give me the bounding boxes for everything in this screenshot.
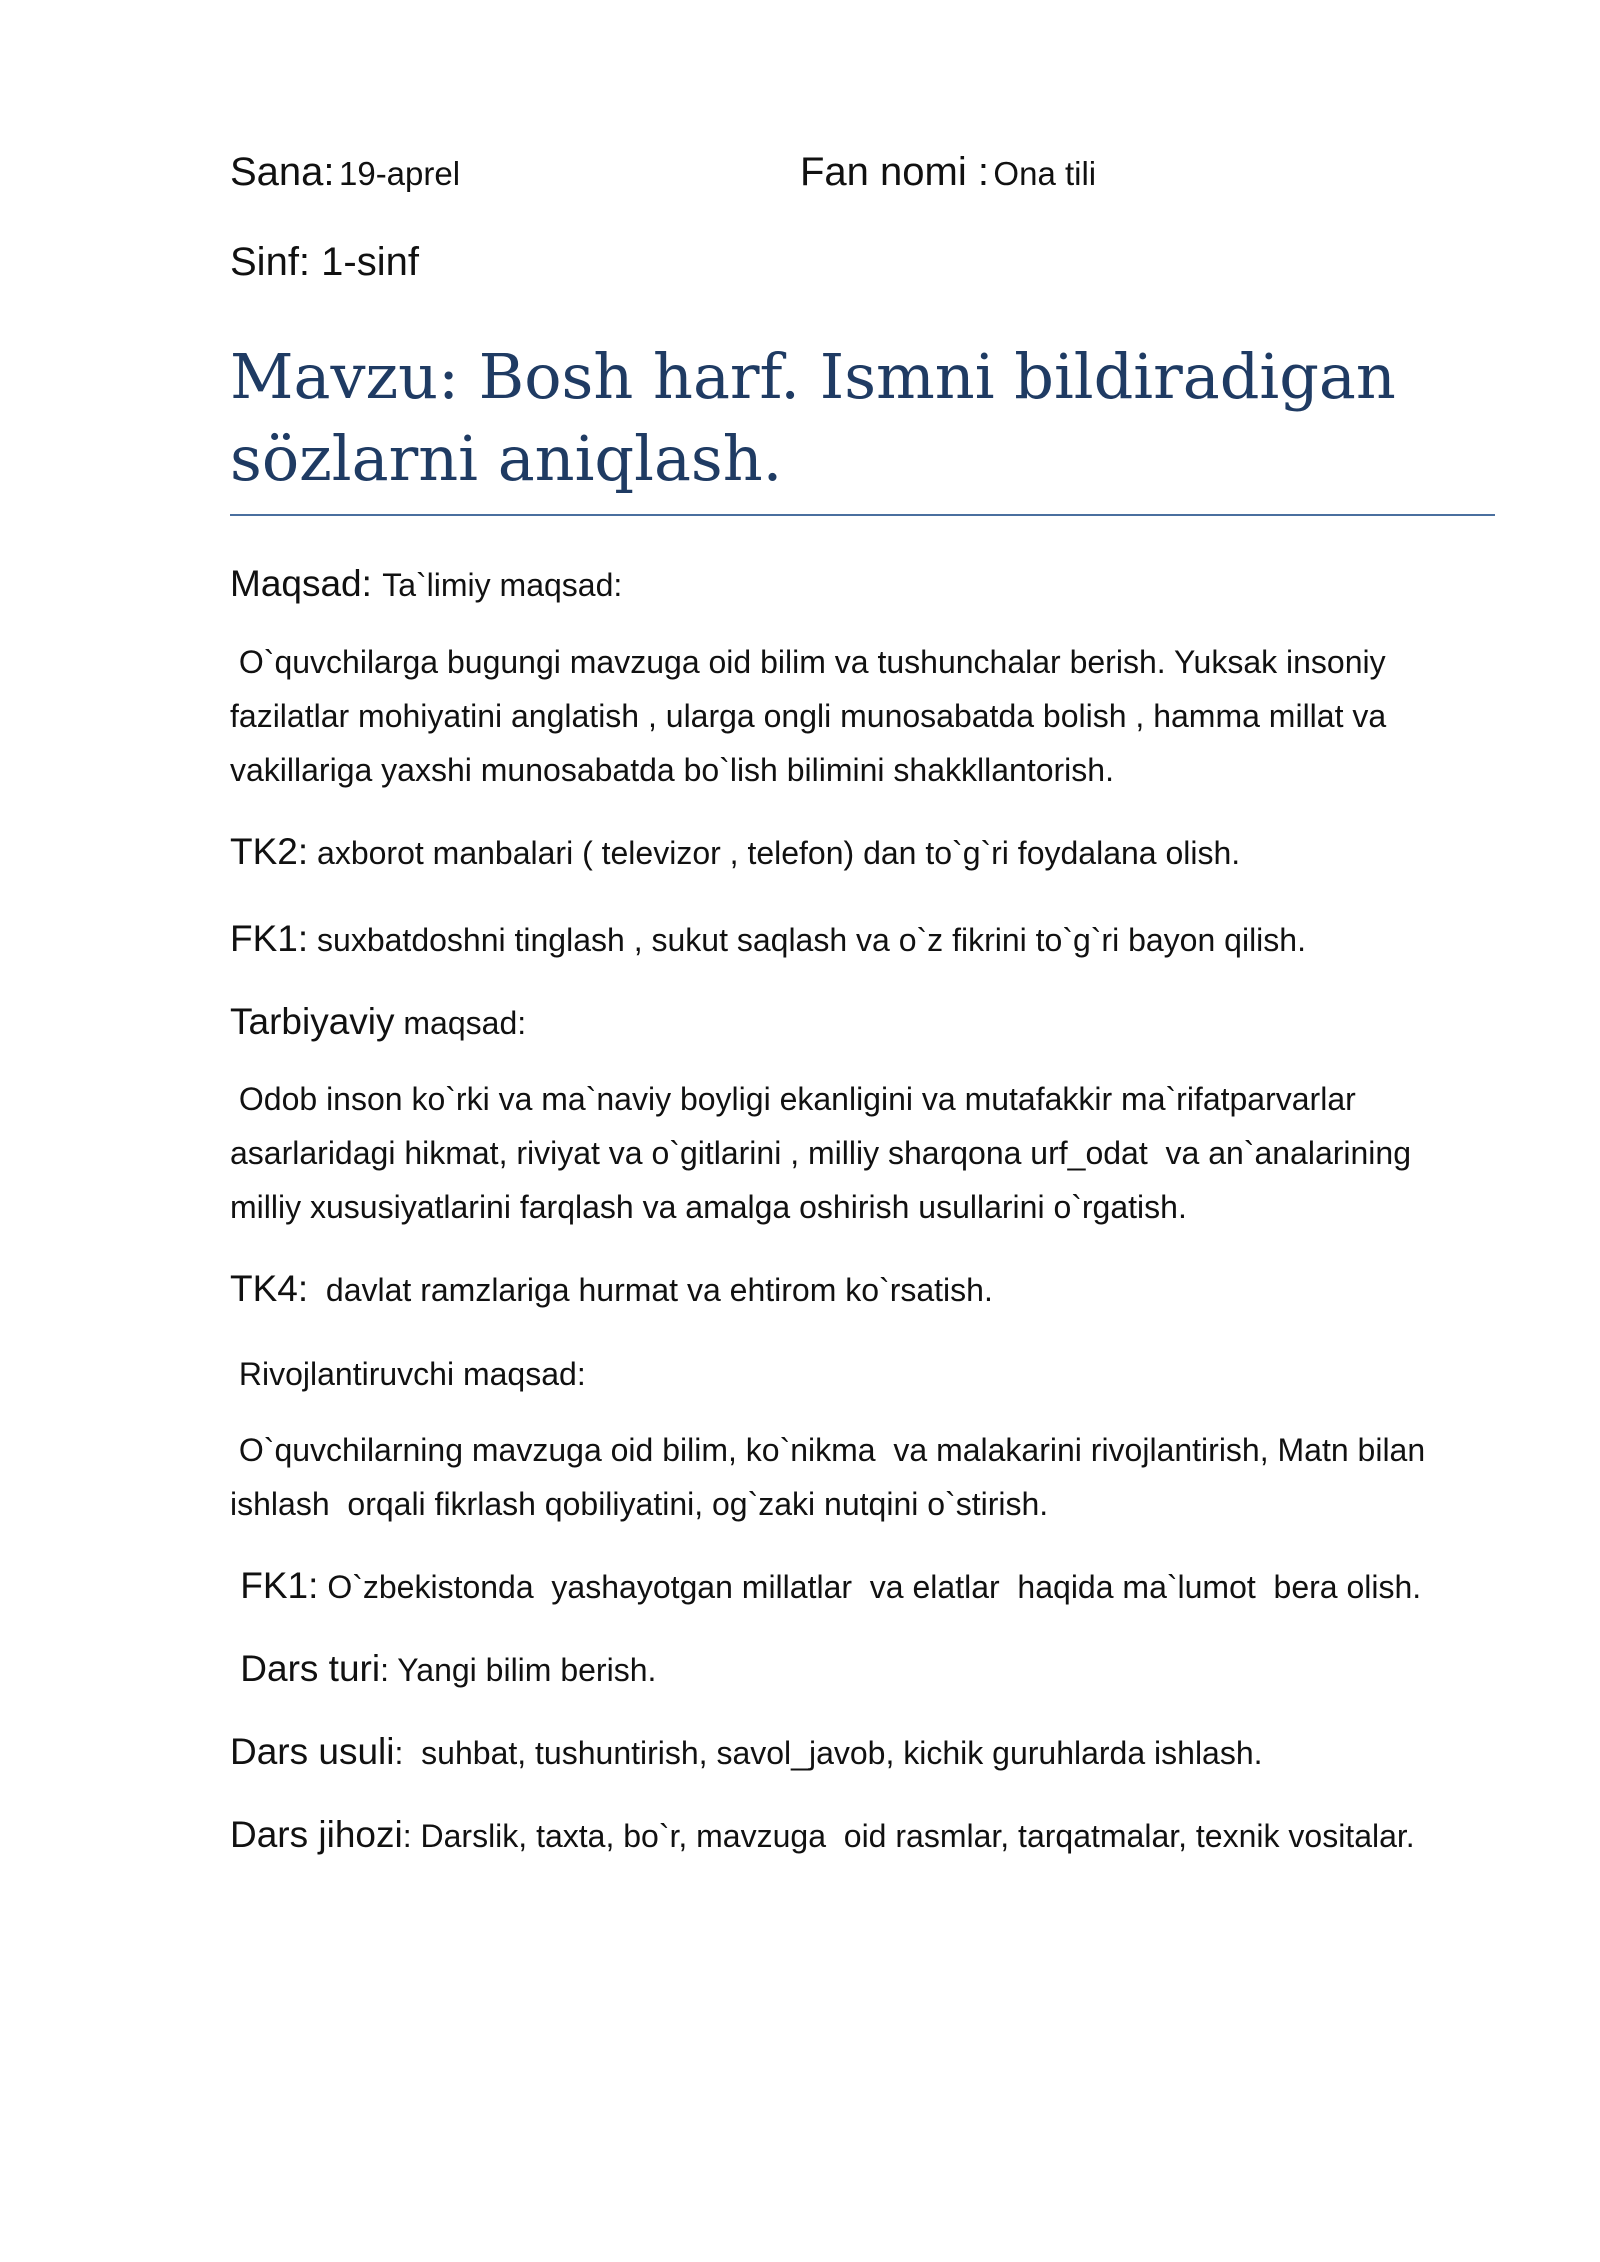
objectives-section — [230, 556, 1500, 1614]
document-page — [230, 150, 1500, 1863]
tarbiyaviy-label: Tarbiyaviy — [230, 1001, 395, 1042]
tarbiyaviy-suffix: maqsad: — [394, 1005, 527, 1041]
date-value: 19-aprel — [338, 155, 461, 192]
dars-usuli-item — [230, 1725, 1500, 1780]
page-title — [230, 336, 1495, 516]
tk4-label: TK4: — [230, 1268, 309, 1309]
tk2-item — [230, 825, 1500, 880]
dars-turi-text: : Yangi bilim berish. — [380, 1652, 657, 1688]
maqsad-heading — [230, 556, 1500, 613]
tk2-text: axborot manbalari ( televizor , telefon) dan to`g`ri foydalana olish. — [308, 835, 1241, 871]
talimiy-text: O`quvchilarga bugungi mavzuga oid bilim va tushunchalar berish. Yuksak insoniy fazilatlar mohiyatini anglatish , ularga ongli munosabatda bolish , hamma millat va vakillariga yaxshi munosabatda bo`lish bilimini shakkllantorish. — [230, 644, 1396, 788]
subject-value: Ona tili — [993, 155, 1097, 192]
fk1b-item — [230, 1559, 1500, 1614]
subject-label: Fan nomi : — [800, 150, 989, 194]
tk2-label: TK2: — [230, 831, 309, 872]
class-field: Sinf: 1-sinf — [230, 240, 419, 284]
title-line-1: Mavzu: Bosh harf. Ismni bildiradigan — [230, 340, 1396, 413]
talimiy-label: Ta`limiy maqsad: — [382, 567, 623, 603]
fk1-text: suxbatdoshni tinglash , sukut saqlash va o`z fikrini to`g`ri bayon qilish. — [308, 922, 1306, 958]
tk4-item — [230, 1262, 1500, 1317]
fk1-item — [230, 912, 1500, 967]
fk1b-label: FK1: — [230, 1565, 319, 1606]
fk1-label: FK1: — [230, 918, 309, 959]
title-line-2: sözlarni aniqlash. — [230, 422, 783, 495]
dars-jihozi-item — [230, 1808, 1500, 1863]
dars-jihozi-text: : Darslik, taxta, bo`r, mavzuga oid rasmlar, tarqatmalar, texnik vositalar. — [402, 1818, 1415, 1854]
tarbiyaviy-text: Odob inson ko`rki va ma`naviy boyligi ekanligini va mutafakkir ma`rifatparvarlar asarlaridagi hikmat, riviyat va o`gitlarini , milliy sharqona urf_odat va an`analarining milliy xususiyatlarini farqlash va amalga oshirish usullarini o`rgatish. — [230, 1081, 1420, 1225]
header-row — [230, 150, 1500, 222]
dars-turi-label: Dars turi — [230, 1648, 381, 1689]
dars-turi-item — [230, 1642, 1500, 1697]
dars-jihozi-label: Dars jihozi — [230, 1814, 403, 1855]
dars-usuli-text: : suhbat, tushuntirish, savol_javob, kichik guruhlarda ishlash. — [394, 1735, 1263, 1771]
rivoj-text: O`quvchilarning mavzuga oid bilim, ko`nikma va malakarini rivojlantirish, Matn bilan ishlash orqali fikrlash qobiliyatini, og`zaki nutqini o`stirish. — [230, 1432, 1435, 1522]
dars-usuli-label: Dars usuli — [230, 1731, 395, 1772]
fk1b-text: O`zbekistonda yashayotgan millatlar va elatlar haqida ma`lumot bera olish. — [318, 1569, 1422, 1605]
maqsad-label: Maqsad: — [230, 563, 372, 604]
subject-field — [800, 150, 1096, 195]
date-field — [230, 150, 460, 195]
tarbiyaviy-heading — [230, 995, 1500, 1050]
rivoj-heading: Rivojlantiruvchi maqsad: — [230, 1356, 586, 1392]
date-label: Sana: — [230, 150, 335, 194]
lesson-section — [230, 1642, 1500, 1863]
tk4-text: davlat ramzlariga hurmat va ehtirom ko`rsatish. — [308, 1272, 993, 1308]
